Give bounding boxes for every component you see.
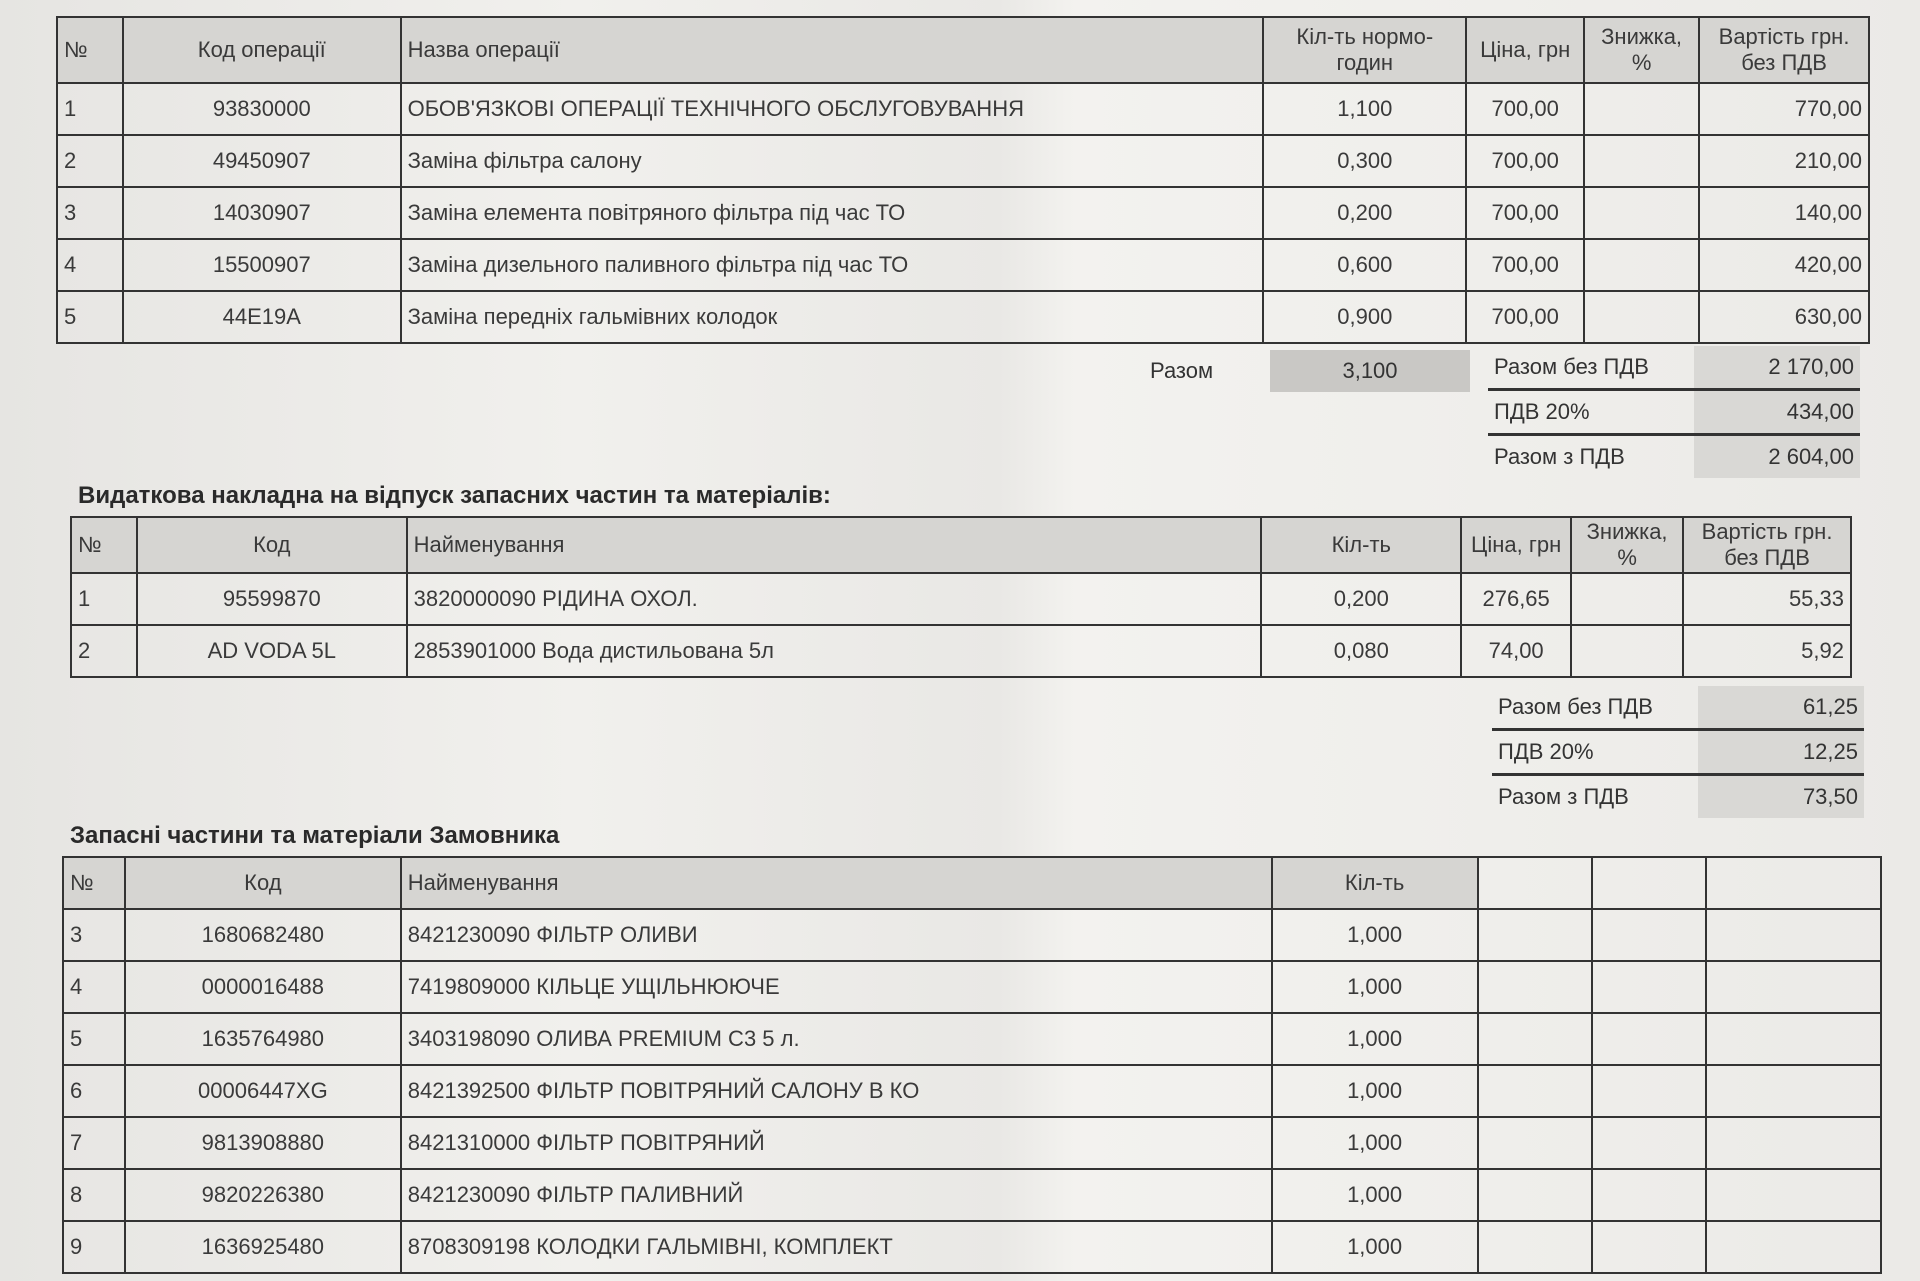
summary-row [1492, 776, 1864, 818]
col-name: Найменування [407, 517, 1262, 573]
col-code: Код операції [123, 17, 401, 83]
summary-label: ПДВ 20% [1494, 399, 1590, 424]
col-price: Ціна, грн [1461, 517, 1571, 573]
table-cell: 770,00 [1699, 83, 1869, 135]
table-cell: 1,000 [1272, 1013, 1478, 1065]
table-cell: 49450907 [123, 135, 401, 187]
table-cell: 0,200 [1261, 573, 1461, 625]
summary-row [1488, 436, 1860, 478]
table-cell: 15500907 [123, 239, 401, 291]
table-cell [1571, 625, 1683, 677]
table-cell: 700,00 [1466, 135, 1584, 187]
table-cell: 2 [57, 135, 123, 187]
table-cell [1592, 1013, 1706, 1065]
header-row [71, 517, 1851, 573]
customer-parts-title: Запасні частини та матеріали Замовника [70, 822, 560, 849]
table-cell: 0,600 [1263, 239, 1466, 291]
summary-row [1488, 346, 1860, 391]
table-cell: 1636925480 [125, 1221, 401, 1273]
col-name: Найменування [401, 857, 1272, 909]
table-cell: 8 [63, 1169, 125, 1221]
table-row [57, 291, 1869, 343]
table-cell: 00006447XG [125, 1065, 401, 1117]
table-row [57, 239, 1869, 291]
operations-table [56, 16, 1870, 344]
table-cell: 5 [63, 1013, 125, 1065]
invoice-table [70, 516, 1852, 678]
table-cell: ОБОВ'ЯЗКОВІ ОПЕРАЦІЇ ТЕХНІЧНОГО ОБСЛУГОВУВАННЯ [401, 83, 1264, 135]
table-cell: 420,00 [1699, 239, 1869, 291]
table-cell: 1680682480 [125, 909, 401, 961]
table-cell: 93830000 [123, 83, 401, 135]
table-cell: 140,00 [1699, 187, 1869, 239]
summary-label: ПДВ 20% [1498, 739, 1594, 764]
table-cell: 7419809000 КІЛЬЦЕ УЩІЛЬНЮЮЧЕ [401, 961, 1272, 1013]
table-cell: 210,00 [1699, 135, 1869, 187]
col-empty [1478, 857, 1593, 909]
table-cell: 5,92 [1683, 625, 1851, 677]
table-cell [1706, 909, 1881, 961]
table-cell [1706, 1117, 1881, 1169]
table-cell [1584, 291, 1699, 343]
customer-parts-table [62, 856, 1882, 1274]
summary-label: Разом без ПДВ [1494, 354, 1649, 379]
table-cell: 7 [63, 1117, 125, 1169]
col-hours: Кіл-ть нормо-годин [1263, 17, 1466, 83]
table-cell [1592, 1117, 1706, 1169]
table-cell: 3 [63, 909, 125, 961]
table-cell: 1,000 [1272, 1065, 1478, 1117]
table-cell: 8421230090 ФІЛЬТР ПАЛИВНИЙ [401, 1169, 1272, 1221]
table-cell: 74,00 [1461, 625, 1571, 677]
col-no: № [63, 857, 125, 909]
table-cell: 0,900 [1263, 291, 1466, 343]
table-row [63, 1117, 1881, 1169]
col-cost: Вартість грн. без ПДВ [1683, 517, 1851, 573]
table-cell [1706, 1221, 1881, 1273]
total-hours: 3,100 [1270, 350, 1470, 392]
summary-value: 73,50 [1698, 776, 1864, 818]
table-cell: 2 [71, 625, 137, 677]
table-row [63, 1221, 1881, 1273]
table-cell: 1,100 [1263, 83, 1466, 135]
summary-value: 12,25 [1698, 731, 1864, 773]
col-price: Ціна, грн [1466, 17, 1584, 83]
table-cell: 0000016488 [125, 961, 401, 1013]
table-cell: 700,00 [1466, 83, 1584, 135]
table-row [63, 1065, 1881, 1117]
table-cell [1592, 1169, 1706, 1221]
col-discount: Знижка, % [1584, 17, 1699, 83]
table-cell: Заміна фільтра салону [401, 135, 1264, 187]
table-cell: 2853901000 Вода дистильована 5л [407, 625, 1262, 677]
table-cell: 8421392500 ФІЛЬТР ПОВІТРЯНИЙ САЛОНУ В КО [401, 1065, 1272, 1117]
col-code: Код [125, 857, 401, 909]
col-empty [1592, 857, 1706, 909]
table-cell: 1,000 [1272, 961, 1478, 1013]
table-cell [1706, 1013, 1881, 1065]
table-cell: Заміна передніх гальмівних колодок [401, 291, 1264, 343]
table-cell [1584, 239, 1699, 291]
table-cell: 44E19A [123, 291, 401, 343]
table-cell: 8708309198 КОЛОДКИ ГАЛЬМІВНІ, КОМПЛЕКТ [401, 1221, 1272, 1273]
table-cell: 8421230090 ФІЛЬТР ОЛИВИ [401, 909, 1272, 961]
table-cell: 3820000090 РІДИНА ОХОЛ. [407, 573, 1262, 625]
summary-value: 2 604,00 [1694, 436, 1860, 478]
summary-row [1488, 391, 1860, 436]
table-cell [1592, 909, 1706, 961]
table-cell [1478, 909, 1593, 961]
table-cell [1592, 961, 1706, 1013]
table-cell: AD VODA 5L [137, 625, 407, 677]
total-label: Разом [1150, 358, 1214, 383]
operations-summary [1488, 346, 1860, 478]
table-cell: 276,65 [1461, 573, 1571, 625]
col-discount: Знижка, % [1571, 517, 1683, 573]
table-cell [1478, 1065, 1593, 1117]
summary-label: Разом без ПДВ [1498, 694, 1653, 719]
table-cell: 0,300 [1263, 135, 1466, 187]
table-row [63, 1013, 1881, 1065]
table-cell [1592, 1065, 1706, 1117]
table-cell: 0,080 [1261, 625, 1461, 677]
summary-value: 434,00 [1694, 391, 1860, 433]
summary-row [1492, 686, 1864, 731]
table-cell [1706, 1065, 1881, 1117]
table-cell: 95599870 [137, 573, 407, 625]
col-qty: Кіл-ть [1261, 517, 1461, 573]
table-row [71, 573, 1851, 625]
col-qty: Кіл-ть [1272, 857, 1478, 909]
table-row [57, 83, 1869, 135]
table-cell: 0,200 [1263, 187, 1466, 239]
table-cell: 1,000 [1272, 1221, 1478, 1273]
table-cell: Заміна дизельного паливного фільтра під час ТО [401, 239, 1264, 291]
invoice-title: Видаткова накладна на відпуск запасних частин та матеріалів: [78, 482, 831, 509]
table-cell: 5 [57, 291, 123, 343]
table-row [57, 135, 1869, 187]
table-cell [1706, 1169, 1881, 1221]
table-cell: 6 [63, 1065, 125, 1117]
table-cell: 700,00 [1466, 187, 1584, 239]
table-cell: 1635764980 [125, 1013, 401, 1065]
table-cell: 9813908880 [125, 1117, 401, 1169]
table-row [63, 961, 1881, 1013]
table-cell: 630,00 [1699, 291, 1869, 343]
table-cell: 4 [57, 239, 123, 291]
table-cell [1584, 187, 1699, 239]
col-no: № [57, 17, 123, 83]
table-cell: 4 [63, 961, 125, 1013]
table-row [57, 187, 1869, 239]
table-cell [1584, 135, 1699, 187]
col-empty [1706, 857, 1881, 909]
table-row [71, 625, 1851, 677]
table-cell [1571, 573, 1683, 625]
col-code: Код [137, 517, 407, 573]
operations-total [1150, 350, 1470, 392]
header-row [57, 17, 1869, 83]
table-cell: 1 [57, 83, 123, 135]
col-no: № [71, 517, 137, 573]
table-row [63, 909, 1881, 961]
table-cell [1478, 1117, 1593, 1169]
table-cell: 3403198090 ОЛИВА PREMIUM C3 5 л. [401, 1013, 1272, 1065]
col-cost: Вартість грн. без ПДВ [1699, 17, 1869, 83]
summary-value: 2 170,00 [1694, 346, 1860, 388]
table-row [63, 1169, 1881, 1221]
table-cell [1478, 1013, 1593, 1065]
table-cell [1584, 83, 1699, 135]
table-cell: 55,33 [1683, 573, 1851, 625]
summary-value: 61,25 [1698, 686, 1864, 728]
invoice-summary [1492, 686, 1864, 818]
table-cell: 700,00 [1466, 291, 1584, 343]
table-cell [1478, 1169, 1593, 1221]
table-cell: 14030907 [123, 187, 401, 239]
table-cell: 1 [71, 573, 137, 625]
table-cell: 1,000 [1272, 1117, 1478, 1169]
table-cell [1592, 1221, 1706, 1273]
table-cell: 1,000 [1272, 1169, 1478, 1221]
table-cell: 700,00 [1466, 239, 1584, 291]
summary-row [1492, 731, 1864, 776]
table-cell: Заміна елемента повітряного фільтра під час ТО [401, 187, 1264, 239]
table-cell: 9820226380 [125, 1169, 401, 1221]
table-cell [1478, 961, 1593, 1013]
table-cell [1706, 961, 1881, 1013]
col-name: Назва операції [401, 17, 1264, 83]
table-cell: 3 [57, 187, 123, 239]
summary-label: Разом з ПДВ [1498, 784, 1629, 809]
table-cell: 9 [63, 1221, 125, 1273]
summary-label: Разом з ПДВ [1494, 444, 1625, 469]
header-row [63, 857, 1881, 909]
table-cell: 8421310000 ФІЛЬТР ПОВІТРЯНИЙ [401, 1117, 1272, 1169]
table-cell: 1,000 [1272, 909, 1478, 961]
table-cell [1478, 1221, 1593, 1273]
